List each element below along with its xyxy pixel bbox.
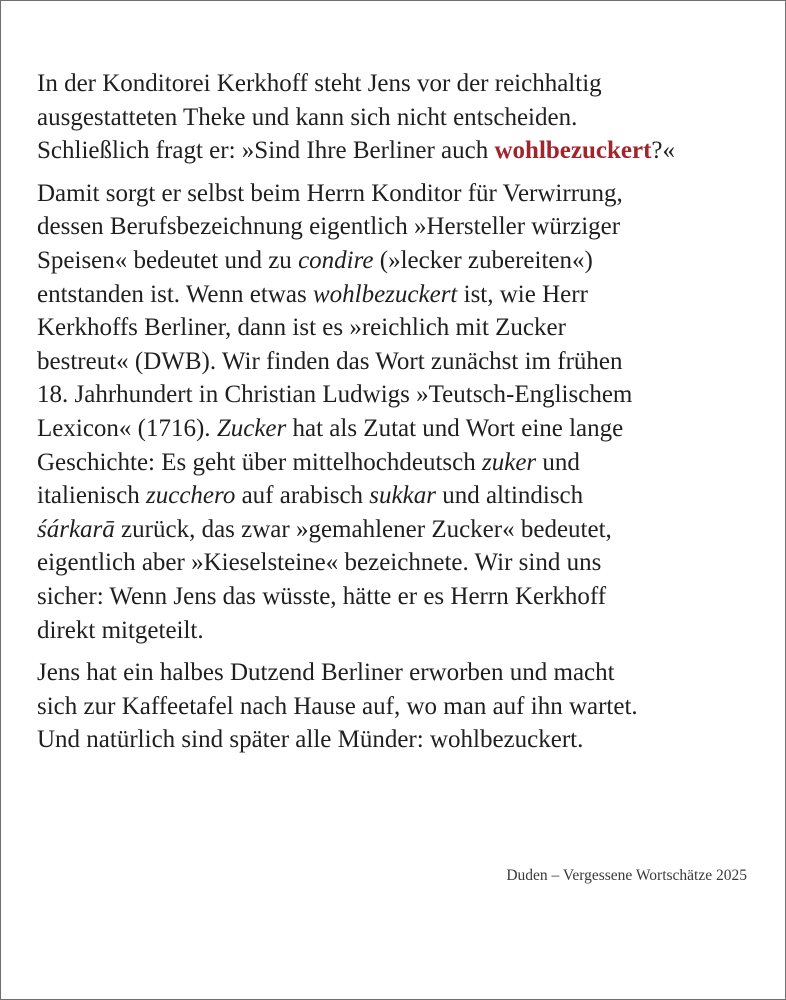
- text-run: und: [536, 448, 580, 476]
- text-line: [37, 244, 765, 278]
- text-line: [37, 690, 765, 724]
- text-run: Damit sorgt er selbst beim Herrn Konditor für Verwirrung,: [37, 179, 623, 207]
- text-line: [37, 446, 765, 480]
- text-run: ausgestatteten Theke und kann sich nicht entscheiden.: [37, 103, 578, 131]
- text-line: [37, 210, 765, 244]
- text-run: bestreut« (DWB). Wir finden das Wort zunächst im frühen: [37, 347, 623, 375]
- text-run: und altindisch: [435, 482, 584, 510]
- text-run: sich zur Kaffeetafel nach Hause auf, wo man auf ihn wartet.: [37, 692, 638, 720]
- text-run: dessen Berufsbezeichnung eigentlich »Hersteller würziger: [37, 213, 621, 241]
- text-line: [37, 101, 765, 135]
- text-run: Kerkhoffs Berliner, dann ist es »reichlich mit Zucker: [37, 314, 566, 342]
- text-run: hat als Zutat und Wort eine lange: [286, 414, 624, 442]
- text-run: eigentlich aber »Kieselsteine« bezeichnete. Wir sind uns: [37, 549, 602, 577]
- text-run: italienisch: [37, 482, 146, 510]
- article-text: [37, 67, 765, 766]
- text-run: Jens hat ein halbes Dutzend Berliner erworben und macht: [37, 659, 615, 687]
- highlighted-word: wohlbezuckert: [494, 137, 652, 165]
- italic-term: zucchero: [146, 482, 236, 510]
- text-line: [37, 134, 765, 168]
- paragraph-3: [37, 656, 765, 757]
- text-run: ist, wie Herr: [457, 280, 588, 308]
- text-line: [37, 311, 765, 345]
- text-line: [37, 656, 765, 690]
- text-run: Schließlich fragt er: »Sind Ihre Berliner auch: [37, 137, 495, 165]
- italic-term: zuker: [482, 448, 537, 476]
- text-line: [37, 378, 765, 412]
- text-run: auf arabisch: [235, 482, 370, 510]
- text-run: Lexicon« (1716).: [37, 414, 217, 442]
- text-run: sicher: Wenn Jens das wüsste, hätte er es Herrn Kerkhoff: [37, 582, 607, 610]
- text-run: Und natürlich sind später alle Münder: wohlbezuckert.: [37, 726, 584, 754]
- text-line: [37, 412, 765, 446]
- text-line: [37, 723, 765, 757]
- text-line: [37, 177, 765, 211]
- italic-term: Zucker: [216, 414, 287, 442]
- text-line: [37, 67, 765, 101]
- text-run: zurück, das zwar »gemahlener Zucker« bedeutet,: [114, 515, 612, 543]
- text-line: [37, 345, 765, 379]
- text-line: [37, 580, 765, 614]
- text-run: ?«: [651, 137, 676, 165]
- text-run: Geschichte: Es geht über mittelhochdeutsch: [37, 448, 483, 476]
- text-run: Speisen« bedeutet und zu: [37, 246, 299, 274]
- text-line: [37, 513, 765, 547]
- text-run: entstanden ist. Wenn etwas: [37, 280, 313, 308]
- italic-term: wohlbezuckert: [312, 280, 458, 308]
- text-run: direkt mitgeteilt.: [37, 616, 204, 644]
- italic-term: śárkarā: [37, 515, 115, 543]
- text-run: In der Konditorei Kerkhoff steht Jens vor der reichhaltig: [37, 70, 602, 97]
- text-line: [37, 479, 765, 513]
- text-line: [37, 614, 765, 648]
- text-run: 18. Jahrhundert in Christian Ludwigs »Teutsch-Englischem: [37, 381, 633, 409]
- text-run: (»lecker zubereiten«): [373, 246, 593, 274]
- footer-credit: Duden – Vergessene Wortschätze 2025: [506, 867, 747, 884]
- italic-term: condire: [298, 246, 374, 274]
- paragraph-2: [37, 177, 765, 647]
- paragraph-1: [37, 67, 765, 168]
- italic-term: sukkar: [369, 482, 436, 510]
- text-line: [37, 546, 765, 580]
- text-line: [37, 278, 765, 312]
